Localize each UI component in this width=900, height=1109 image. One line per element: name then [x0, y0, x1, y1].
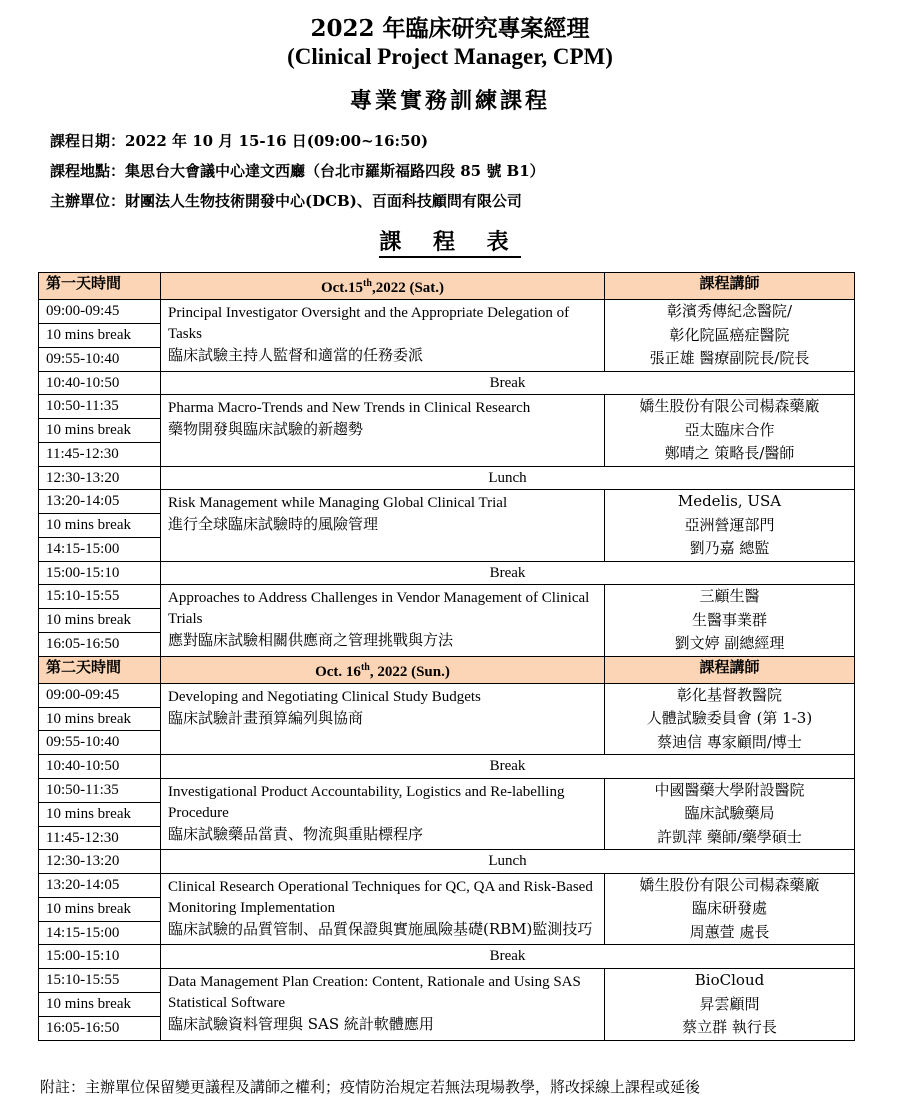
date-rest: ,2022 (Sat.) — [371, 280, 445, 296]
break-time: 10:40-10:50 — [39, 371, 161, 395]
schedule-table — [38, 272, 855, 1041]
session-time: 10 mins break — [39, 609, 161, 633]
session-row — [39, 395, 855, 419]
break-label: Lunch — [161, 850, 855, 874]
break-row — [39, 945, 855, 969]
topic-english: Approaches to Address Challenges in Vendor Management of Clinical Trials — [168, 590, 590, 628]
session-topic — [161, 969, 605, 1041]
session-time: 10:50-11:35 — [39, 778, 161, 802]
speaker-line: 劉文婷 副總經理 — [674, 634, 785, 653]
session-topic — [161, 683, 605, 755]
day-time-header: 第一天時間 — [39, 273, 161, 300]
course-date-label: 課程日期： — [50, 132, 126, 150]
session-topic — [161, 778, 605, 850]
break-time: 10:40-10:50 — [39, 755, 161, 779]
break-row — [39, 755, 855, 779]
speaker-line: 彰化院區癌症醫院 — [669, 325, 790, 344]
day-date-header — [161, 273, 605, 300]
date-rest: , 2022 (Sun.) — [369, 663, 450, 680]
session-row — [39, 585, 855, 609]
session-speaker — [605, 490, 855, 562]
speaker-line: 許凱萍 藥師/藥學碩士 — [657, 827, 802, 846]
topic-english: Clinical Research Operational Techniques for QC, QA and Risk-Based Monitoring Implementation — [168, 878, 593, 916]
session-row — [39, 969, 855, 993]
speaker-line: 嬌生股份有限公司楊森藥廠 — [639, 397, 820, 416]
session-time: 11:45-12:30 — [39, 442, 161, 466]
break-label: Lunch — [161, 466, 855, 490]
session-time: 13:20-14:05 — [39, 490, 161, 514]
break-label: Break — [161, 755, 855, 779]
speaker-line: BioCloud — [694, 971, 765, 990]
topic-english: Data Management Plan Creation: Content, Rationale and Using SAS Statistical Software — [168, 974, 581, 1012]
date-main: Oct. 16 — [315, 663, 361, 680]
break-row — [39, 371, 855, 395]
speaker-line: 張正雄 醫療副院長/院長 — [649, 349, 810, 367]
session-speaker — [605, 300, 855, 372]
session-time: 16:05-16:50 — [39, 1016, 161, 1040]
course-venue-value: 集思台大會議中心達文西廳（台北市羅斯福路四段 85 號 B1） — [125, 162, 545, 180]
speaker-line: 亞太臨床合作 — [684, 420, 775, 439]
course-organizer — [50, 190, 522, 211]
session-topic — [161, 395, 605, 467]
footnote: 附註：主辦單位保留變更議程及講師之權利；疫情防治規定若無法現場教學，將改採線上課程或延後 — [40, 1078, 701, 1096]
speaker-line: 蔡立群 執行長 — [682, 1018, 777, 1037]
session-time: 09:00-09:45 — [39, 683, 161, 707]
speaker-line: 臨床研發處 — [691, 899, 767, 918]
day-date-header — [161, 656, 605, 683]
session-topic — [161, 490, 605, 562]
topic-english: Pharma Macro-Trends and New Trends in Clinical Research — [168, 400, 531, 417]
speaker-line: 彰濱秀傳紀念醫院/ — [666, 302, 793, 320]
break-time: 12:30-13:20 — [39, 850, 161, 874]
speaker-line: 昇雲顧問 — [699, 994, 760, 1013]
topic-chinese: 臨床試驗藥品當責、物流與重貼標程序 — [168, 824, 424, 843]
speaker-line: 周蕙萱 處長 — [689, 922, 770, 941]
break-label: Break — [161, 945, 855, 969]
topic-chinese: 臨床試驗計畫預算編列與協商 — [168, 708, 364, 727]
session-time: 10 mins break — [39, 992, 161, 1016]
session-topic — [161, 585, 605, 657]
speaker-line: 亞洲營運部門 — [684, 515, 775, 534]
session-time: 14:15-15:00 — [39, 537, 161, 561]
speaker-line: 臨床試驗藥局 — [684, 804, 775, 823]
speaker-line: 彰化基督教醫院 — [676, 685, 782, 704]
day-time-header: 第二天時間 — [39, 656, 161, 683]
session-topic — [161, 873, 605, 945]
session-row — [39, 300, 855, 324]
speaker-line: 鄭晴之 策略長/醫師 — [664, 444, 795, 463]
session-time: 11:45-12:30 — [39, 826, 161, 850]
title-line-3: 專業實務訓練課程 — [349, 88, 550, 114]
speaker-line: Medelis, USA — [677, 492, 782, 511]
session-row — [39, 490, 855, 514]
date-suffix: th — [360, 661, 370, 673]
topic-english: Developing and Negotiating Clinical Study Budgets — [168, 688, 481, 705]
schedule-table-body — [39, 273, 855, 1041]
topic-chinese: 藥物開發與臨床試驗的新趨勢 — [168, 420, 364, 439]
session-topic — [161, 300, 605, 372]
session-time: 10:50-11:35 — [39, 395, 161, 419]
date-suffix: th — [363, 278, 372, 289]
topic-english: Principal Investigator Oversight and the Appropriate Delegation of Tasks — [168, 305, 570, 342]
session-speaker — [605, 585, 855, 657]
break-label: Break — [161, 561, 855, 585]
topic-chinese: 臨床試驗的品質管制、品質保證與實施風險基礎(RBM)監測技巧 — [168, 919, 593, 938]
course-organizer-value: 財團法人生物技術開發中心(DCB)、百面科技顧問有限公司 — [125, 192, 522, 210]
session-time: 15:10-15:55 — [39, 969, 161, 993]
session-time: 14:15-15:00 — [39, 921, 161, 945]
schedule-heading — [0, 225, 900, 256]
session-speaker — [605, 969, 855, 1041]
speaker-line: 生醫事業群 — [691, 610, 767, 629]
topic-chinese: 臨床試驗主持人監督和適當的任務委派 — [168, 346, 424, 364]
session-time: 10 mins break — [39, 514, 161, 538]
topic-chinese: 臨床試驗資料管理與 SAS 統計軟體應用 — [168, 1015, 434, 1034]
title-line-2: (Clinical Project Manager, CPM) — [287, 44, 613, 69]
course-venue — [50, 160, 545, 181]
course-date-value: 2022 年 10 月 15-16 日(09:00~16:50) — [125, 132, 429, 150]
course-date — [50, 130, 428, 151]
session-time: 09:00-09:45 — [39, 300, 161, 324]
session-time: 09:55-10:40 — [39, 731, 161, 755]
session-speaker — [605, 873, 855, 945]
speaker-header: 課程講師 — [605, 273, 855, 300]
break-row — [39, 561, 855, 585]
topic-chinese: 應對臨床試驗相關供應商之管理挑戰與方法 — [168, 631, 454, 650]
break-row — [39, 466, 855, 490]
topic-english: Risk Management while Managing Global Clinical Trial — [168, 495, 508, 512]
session-time: 10 mins break — [39, 897, 161, 921]
speaker-line: 三顧生醫 — [699, 587, 760, 606]
schedule-heading-text: 課 程 表 — [379, 229, 520, 258]
session-time: 13:20-14:05 — [39, 873, 161, 897]
day-header-row — [39, 273, 855, 300]
session-time: 09:55-10:40 — [39, 347, 161, 371]
course-organizer-label: 主辦單位： — [50, 192, 126, 210]
date-main: Oct.15 — [320, 280, 364, 296]
session-time: 15:10-15:55 — [39, 585, 161, 609]
session-time: 10 mins break — [39, 802, 161, 826]
session-speaker — [605, 683, 855, 755]
session-time: 16:05-16:50 — [39, 632, 161, 656]
session-time: 10 mins break — [39, 323, 161, 347]
day-header-row — [39, 656, 855, 683]
break-label: Break — [161, 371, 855, 395]
session-time: 10 mins break — [39, 418, 161, 442]
speaker-line: 劉乃嘉 總監 — [689, 539, 770, 558]
speaker-line: 人體試驗委員會 (第 1-3) — [646, 709, 813, 728]
session-row — [39, 873, 855, 897]
topic-chinese: 進行全球臨床試驗時的風險管理 — [168, 515, 379, 534]
session-row — [39, 778, 855, 802]
speaker-line: 蔡迪信 專家顧問/博士 — [657, 732, 802, 751]
speaker-line: 中國醫藥大學附設醫院 — [654, 780, 805, 799]
speaker-line: 嬌生股份有限公司楊森藥廠 — [639, 875, 820, 894]
break-row — [39, 850, 855, 874]
session-time: 10 mins break — [39, 707, 161, 731]
session-speaker — [605, 395, 855, 467]
break-time: 12:30-13:20 — [39, 466, 161, 490]
topic-english: Investigational Product Accountability, Logistics and Re-labelling Procedure — [168, 783, 565, 821]
session-speaker — [605, 778, 855, 850]
speaker-header: 課程講師 — [605, 656, 855, 683]
break-time: 15:00-15:10 — [39, 945, 161, 969]
break-time: 15:00-15:10 — [39, 561, 161, 585]
course-venue-label: 課程地點： — [50, 162, 126, 180]
session-row — [39, 683, 855, 707]
title-line-1: 2022 年臨床研究專案經理 — [310, 15, 590, 42]
